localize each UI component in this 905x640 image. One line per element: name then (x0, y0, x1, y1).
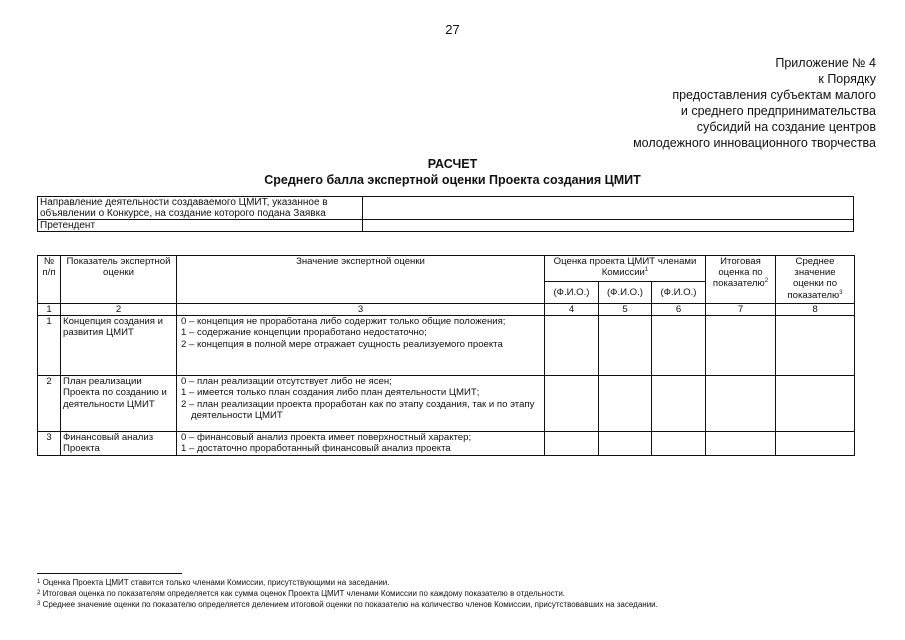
average-cell[interactable] (776, 376, 855, 432)
criterion: 1 – достаточно проработанный финансовый анализ проекта (181, 443, 451, 455)
score-cell[interactable] (652, 432, 706, 456)
info-row-applicant (38, 220, 854, 232)
appendix-line: молодежного инновационного творчества (633, 136, 876, 150)
document-title: РАСЧЕТ (427, 157, 478, 171)
criterion: 1 – содержание концепции проработано недостаточно; (181, 327, 427, 339)
column-number: 8 (776, 304, 855, 316)
appendix-line: субсидий на создание центров (696, 120, 876, 134)
header-indicator: Показатель экспертной оценки (61, 256, 177, 304)
total-cell[interactable] (706, 376, 776, 432)
info-row-direction (38, 197, 854, 220)
column-number: 1 (38, 304, 61, 316)
footnote-ref-1: 1 (644, 267, 649, 274)
footnote-text: Итоговая оценка по показателям определяется как сумма оценок Проекта ЦМИТ членами Комиссии по каждому показателю в отдельности. (42, 589, 566, 598)
footnote-divider (37, 573, 182, 574)
criterion: 2 – концепция в полной мере отражает сущность реализуемого проекта (181, 338, 503, 350)
row-num: 1 (38, 316, 61, 376)
header-total-text: Итоговая оценка по показателю (712, 256, 765, 290)
total-cell[interactable] (706, 316, 776, 376)
appendix-line: предоставления субъектам малого (672, 88, 876, 102)
header-value: Значение экспертной оценки (177, 256, 545, 304)
footnote (37, 599, 658, 610)
column-number: 3 (177, 304, 545, 316)
row-criteria (177, 432, 545, 456)
direction-value[interactable] (362, 197, 853, 220)
header-average (776, 256, 855, 304)
footnote-ref-3: 3 (839, 289, 843, 296)
score-cell[interactable] (545, 316, 599, 376)
score-cell[interactable] (599, 432, 652, 456)
appendix-line: к Порядку (818, 72, 876, 86)
info-table (37, 196, 854, 232)
footnote-ref-2: 2 (764, 278, 769, 285)
average-cell[interactable] (776, 432, 855, 456)
score-cell[interactable] (599, 376, 652, 432)
footnote-mark: 3 (37, 601, 41, 607)
column-number: 2 (61, 304, 177, 316)
page-number: 27 (445, 22, 460, 37)
row-num: 2 (38, 376, 61, 432)
header-num: № п/п (38, 256, 61, 304)
criterion: 2 – план реализации проекта проработан как по этапу создания, так и по этапу деятельности ЦМИТ (181, 398, 535, 421)
header-fio-3: (Ф.И.О.) (652, 282, 706, 304)
footnote-mark: 1 (37, 579, 41, 585)
score-cell[interactable] (545, 376, 599, 432)
appendix-line: и среднего предпринимательства (680, 104, 876, 118)
header-fio-1: (Ф.И.О.) (545, 282, 599, 304)
applicant-label: Претендент (38, 220, 363, 232)
evaluation-table (37, 255, 855, 456)
row-indicator: Концепция создания и развития ЦМИТ (61, 316, 177, 376)
header-total (706, 256, 776, 304)
header-average-text: Среднее значение оценки по показателю (787, 256, 840, 301)
direction-label: Направление деятельности создаваемого ЦМИТ, указанное в объявлении о Конкурсе, на создание которого подана Заявка (38, 197, 363, 220)
header-fio-2: (Ф.И.О.) (599, 282, 652, 304)
column-number: 5 (599, 304, 652, 316)
appendix-line: Приложение № 4 (775, 56, 876, 70)
column-number-row (38, 304, 855, 316)
header-members-text: Оценка проекта ЦМИТ членами Комиссии (553, 256, 697, 279)
table-row (38, 376, 855, 432)
footnote-mark: 2 (37, 590, 41, 596)
table-row (38, 432, 855, 456)
row-criteria (177, 376, 545, 432)
criterion: 0 – концепция не проработана либо содержит только общие положения; (181, 316, 506, 328)
criterion: 0 – план реализации отсутствует либо не ясен; (181, 376, 392, 388)
footnote (37, 588, 658, 599)
score-cell[interactable] (652, 376, 706, 432)
footnote (37, 577, 658, 588)
table-row (38, 316, 855, 376)
column-number: 4 (545, 304, 599, 316)
document-subtitle: Среднего балла экспертной оценки Проекта создания ЦМИТ (264, 173, 641, 187)
score-cell[interactable] (545, 432, 599, 456)
column-number: 7 (706, 304, 776, 316)
score-cell[interactable] (652, 316, 706, 376)
row-criteria (177, 316, 545, 376)
document-title-block (0, 156, 905, 188)
row-indicator: Финансовый анализ Проекта (61, 432, 177, 456)
footnote-text: Среднее значение оценки по показателю определяется делением итоговой оценки по показателю на количество членов Комиссии, присутствовавших на заседании. (42, 600, 658, 609)
average-cell[interactable] (776, 316, 855, 376)
criterion: 0 – финансовый анализ проекта имеет поверхностный характер; (181, 432, 472, 444)
score-cell[interactable] (599, 316, 652, 376)
footnote-text: Оценка Проекта ЦМИТ ставится только членами Комиссии, присутствующими на заседании. (42, 578, 390, 587)
criterion: 1 – имеется только план создания либо план деятельности ЦМИТ; (181, 387, 480, 399)
header-members (545, 256, 706, 282)
column-number: 6 (652, 304, 706, 316)
footnotes (37, 577, 658, 610)
appendix-block (633, 55, 876, 151)
row-num: 3 (38, 432, 61, 456)
applicant-value[interactable] (362, 220, 853, 232)
row-indicator: План реализации Проекта по созданию и деятельности ЦМИТ (61, 376, 177, 432)
header-row-1 (38, 256, 855, 282)
total-cell[interactable] (706, 432, 776, 456)
